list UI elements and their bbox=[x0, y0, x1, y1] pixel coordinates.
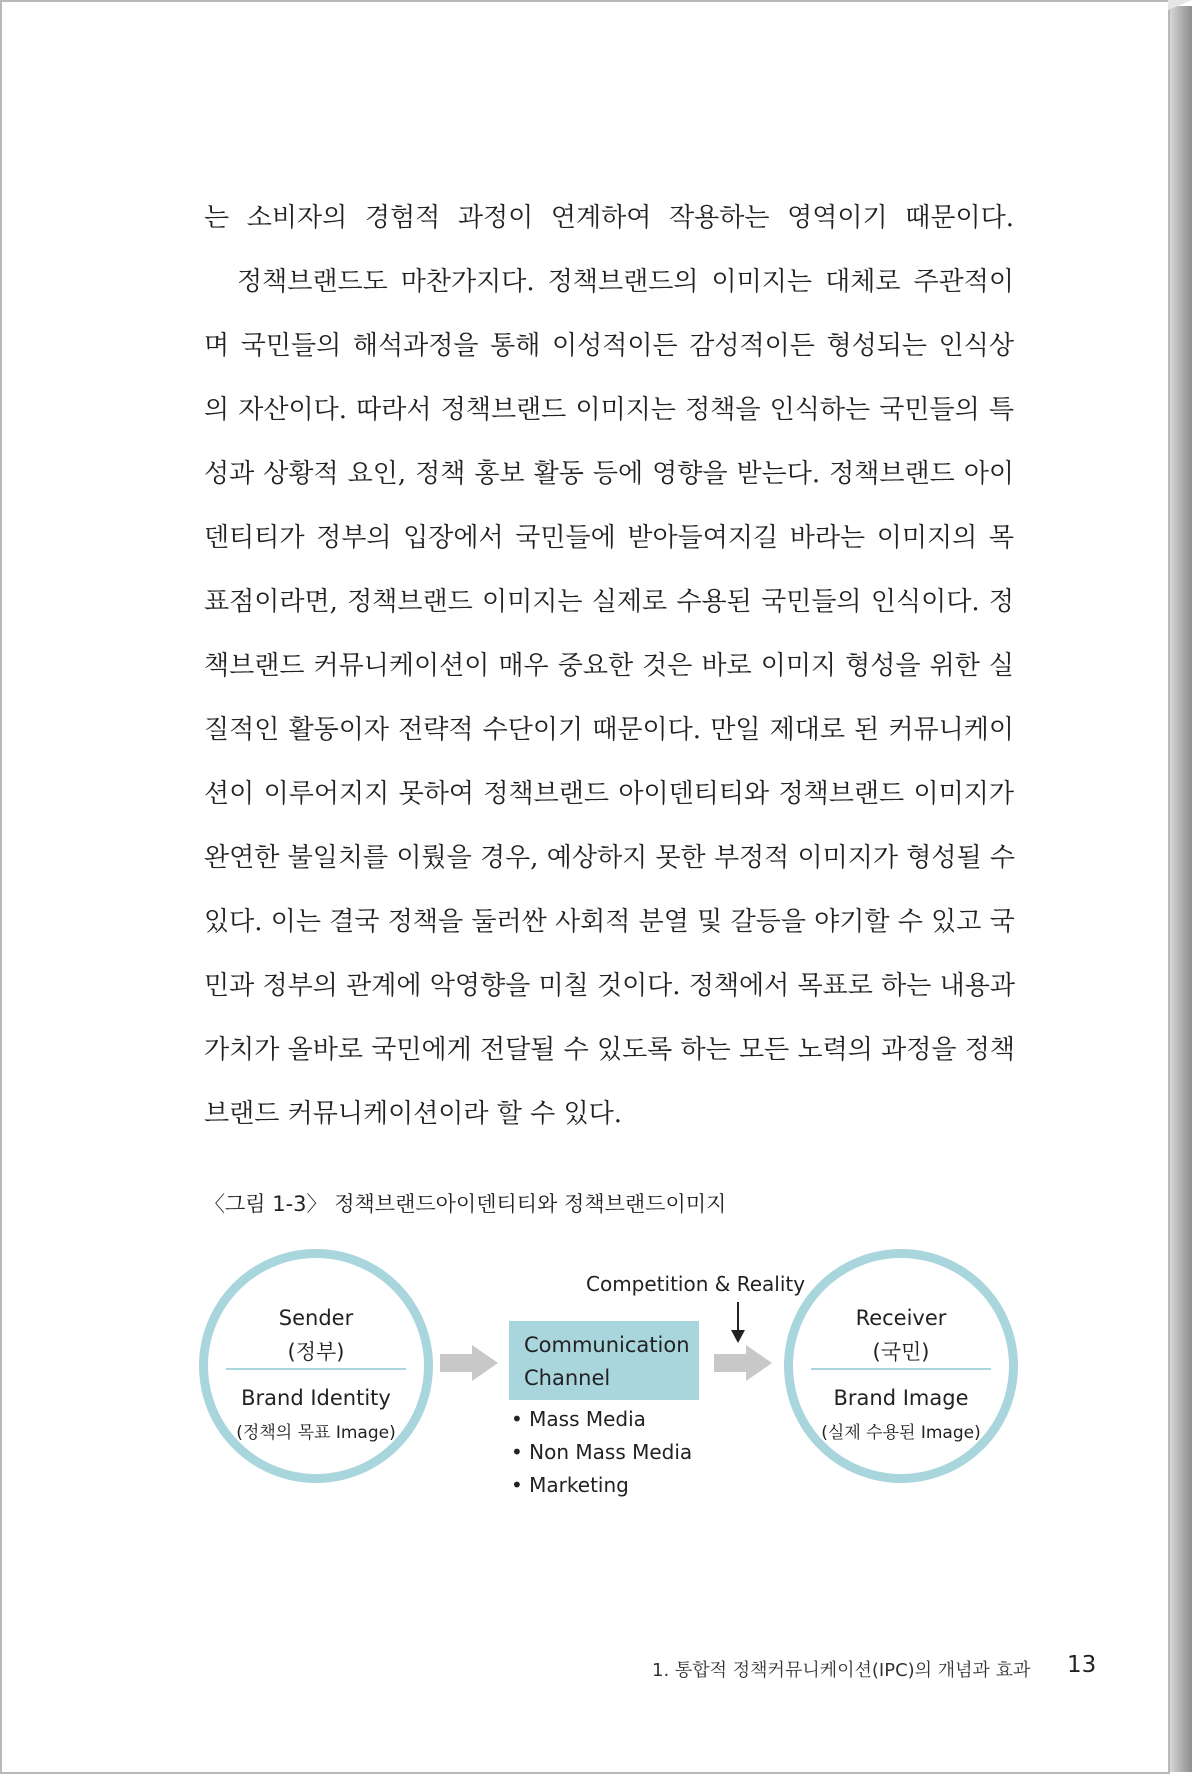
receiver-subtitle: (국민) bbox=[872, 1340, 930, 1364]
brand-identity-label: Brand Identity bbox=[241, 1386, 391, 1410]
body-line: 덴티티가 정부의 입장에서 국민들에 받아들여지길 바라는 이미지의 목 bbox=[204, 523, 1014, 553]
channel-label-line1: Communication bbox=[524, 1333, 690, 1357]
communication-channel-box bbox=[509, 1321, 699, 1400]
body-line: 성과 상황적 요인, 정책 홍보 활동 등에 영향을 받는다. 정책브랜드 아이 bbox=[204, 459, 1014, 489]
sender-subtitle: (정부) bbox=[287, 1340, 345, 1364]
list-item: • Mass Media bbox=[511, 1407, 646, 1431]
body-line: 정책브랜드도 마찬가지다. 정책브랜드의 이미지는 대체로 주관적이 bbox=[237, 267, 1014, 297]
page-stack-edge bbox=[1170, 6, 1192, 1772]
body-line: 브랜드 커뮤니케이션이라 할 수 있다. bbox=[204, 1099, 623, 1129]
brand-image-label: Brand Image bbox=[833, 1386, 969, 1410]
right-arrow-icon bbox=[714, 1345, 774, 1381]
body-line: 의 자산이다. 따라서 정책브랜드 이미지는 정책을 인식하는 국민들의 특 bbox=[204, 395, 1014, 425]
body-line: 완연한 불일치를 이뤘을 경우, 예상하지 못한 부정적 이미지가 형성될 수 bbox=[204, 843, 1016, 873]
body-text bbox=[204, 190, 1014, 1150]
sender-circle bbox=[199, 1249, 433, 1483]
body-line: 질적인 활동이자 전략적 수단이기 때문이다. 만일 제대로 된 커뮤니케이 bbox=[204, 715, 1014, 745]
sender-divider bbox=[226, 1368, 406, 1370]
body-line: 있다. 이는 결국 정책을 둘러싼 사회적 분열 및 갈등을 야기할 수 있고 국 bbox=[204, 907, 1015, 937]
channel-label-line2: Channel bbox=[524, 1366, 611, 1390]
body-line: 책브랜드 커뮤니케이션이 매우 중요한 것은 바로 이미지 형성을 위한 실 bbox=[204, 651, 1014, 681]
receiver-circle bbox=[784, 1249, 1018, 1483]
running-footer: 1. 통합적 정책커뮤니케이션(IPC)의 개념과 효과 bbox=[652, 1660, 1031, 1681]
page-number: 13 bbox=[1067, 1652, 1097, 1678]
competition-reality-label: Competition & Reality bbox=[586, 1272, 806, 1296]
body-line: 며 국민들의 해석과정을 통해 이성적이든 감성적이든 형성되는 인식상 bbox=[204, 331, 1014, 361]
page-corner bbox=[1168, 0, 1192, 10]
body-line: 민과 정부의 관계에 악영향을 미칠 것이다. 정책에서 목표로 하는 내용과 bbox=[204, 971, 1016, 1001]
sender-title: Sender bbox=[278, 1306, 354, 1330]
body-line: 션이 이루어지지 못하여 정책브랜드 아이덴티티와 정책브랜드 이미지가 bbox=[204, 779, 1014, 809]
body-line: 표점이라면, 정책브랜드 이미지는 실제로 수용된 국민들의 인식이다. 정 bbox=[204, 587, 1014, 617]
right-arrow-icon bbox=[440, 1345, 500, 1381]
channel-list bbox=[511, 1403, 692, 1502]
down-arrow-icon bbox=[730, 1302, 746, 1344]
receiver-title: Receiver bbox=[855, 1306, 947, 1330]
brand-image-sublabel: (실제 수용된 Image) bbox=[821, 1423, 981, 1443]
body-line: 는 소비자의 경험적 과정이 연계하여 작용하는 영역이기 때문이다. bbox=[204, 203, 1014, 233]
body-line: 가치가 올바로 국민에게 전달될 수 있도록 하는 모든 노력의 과정을 정책 bbox=[204, 1035, 1016, 1065]
list-item: • Non Mass Media bbox=[511, 1440, 693, 1464]
brand-identity-sublabel: (정책의 목표 Image) bbox=[236, 1423, 396, 1443]
receiver-divider bbox=[811, 1368, 991, 1370]
figure-caption: 〈그림 1-3〉 정책브랜드아이덴티티와 정책브랜드이미지 bbox=[204, 1192, 727, 1216]
list-item: • Marketing bbox=[511, 1473, 629, 1497]
